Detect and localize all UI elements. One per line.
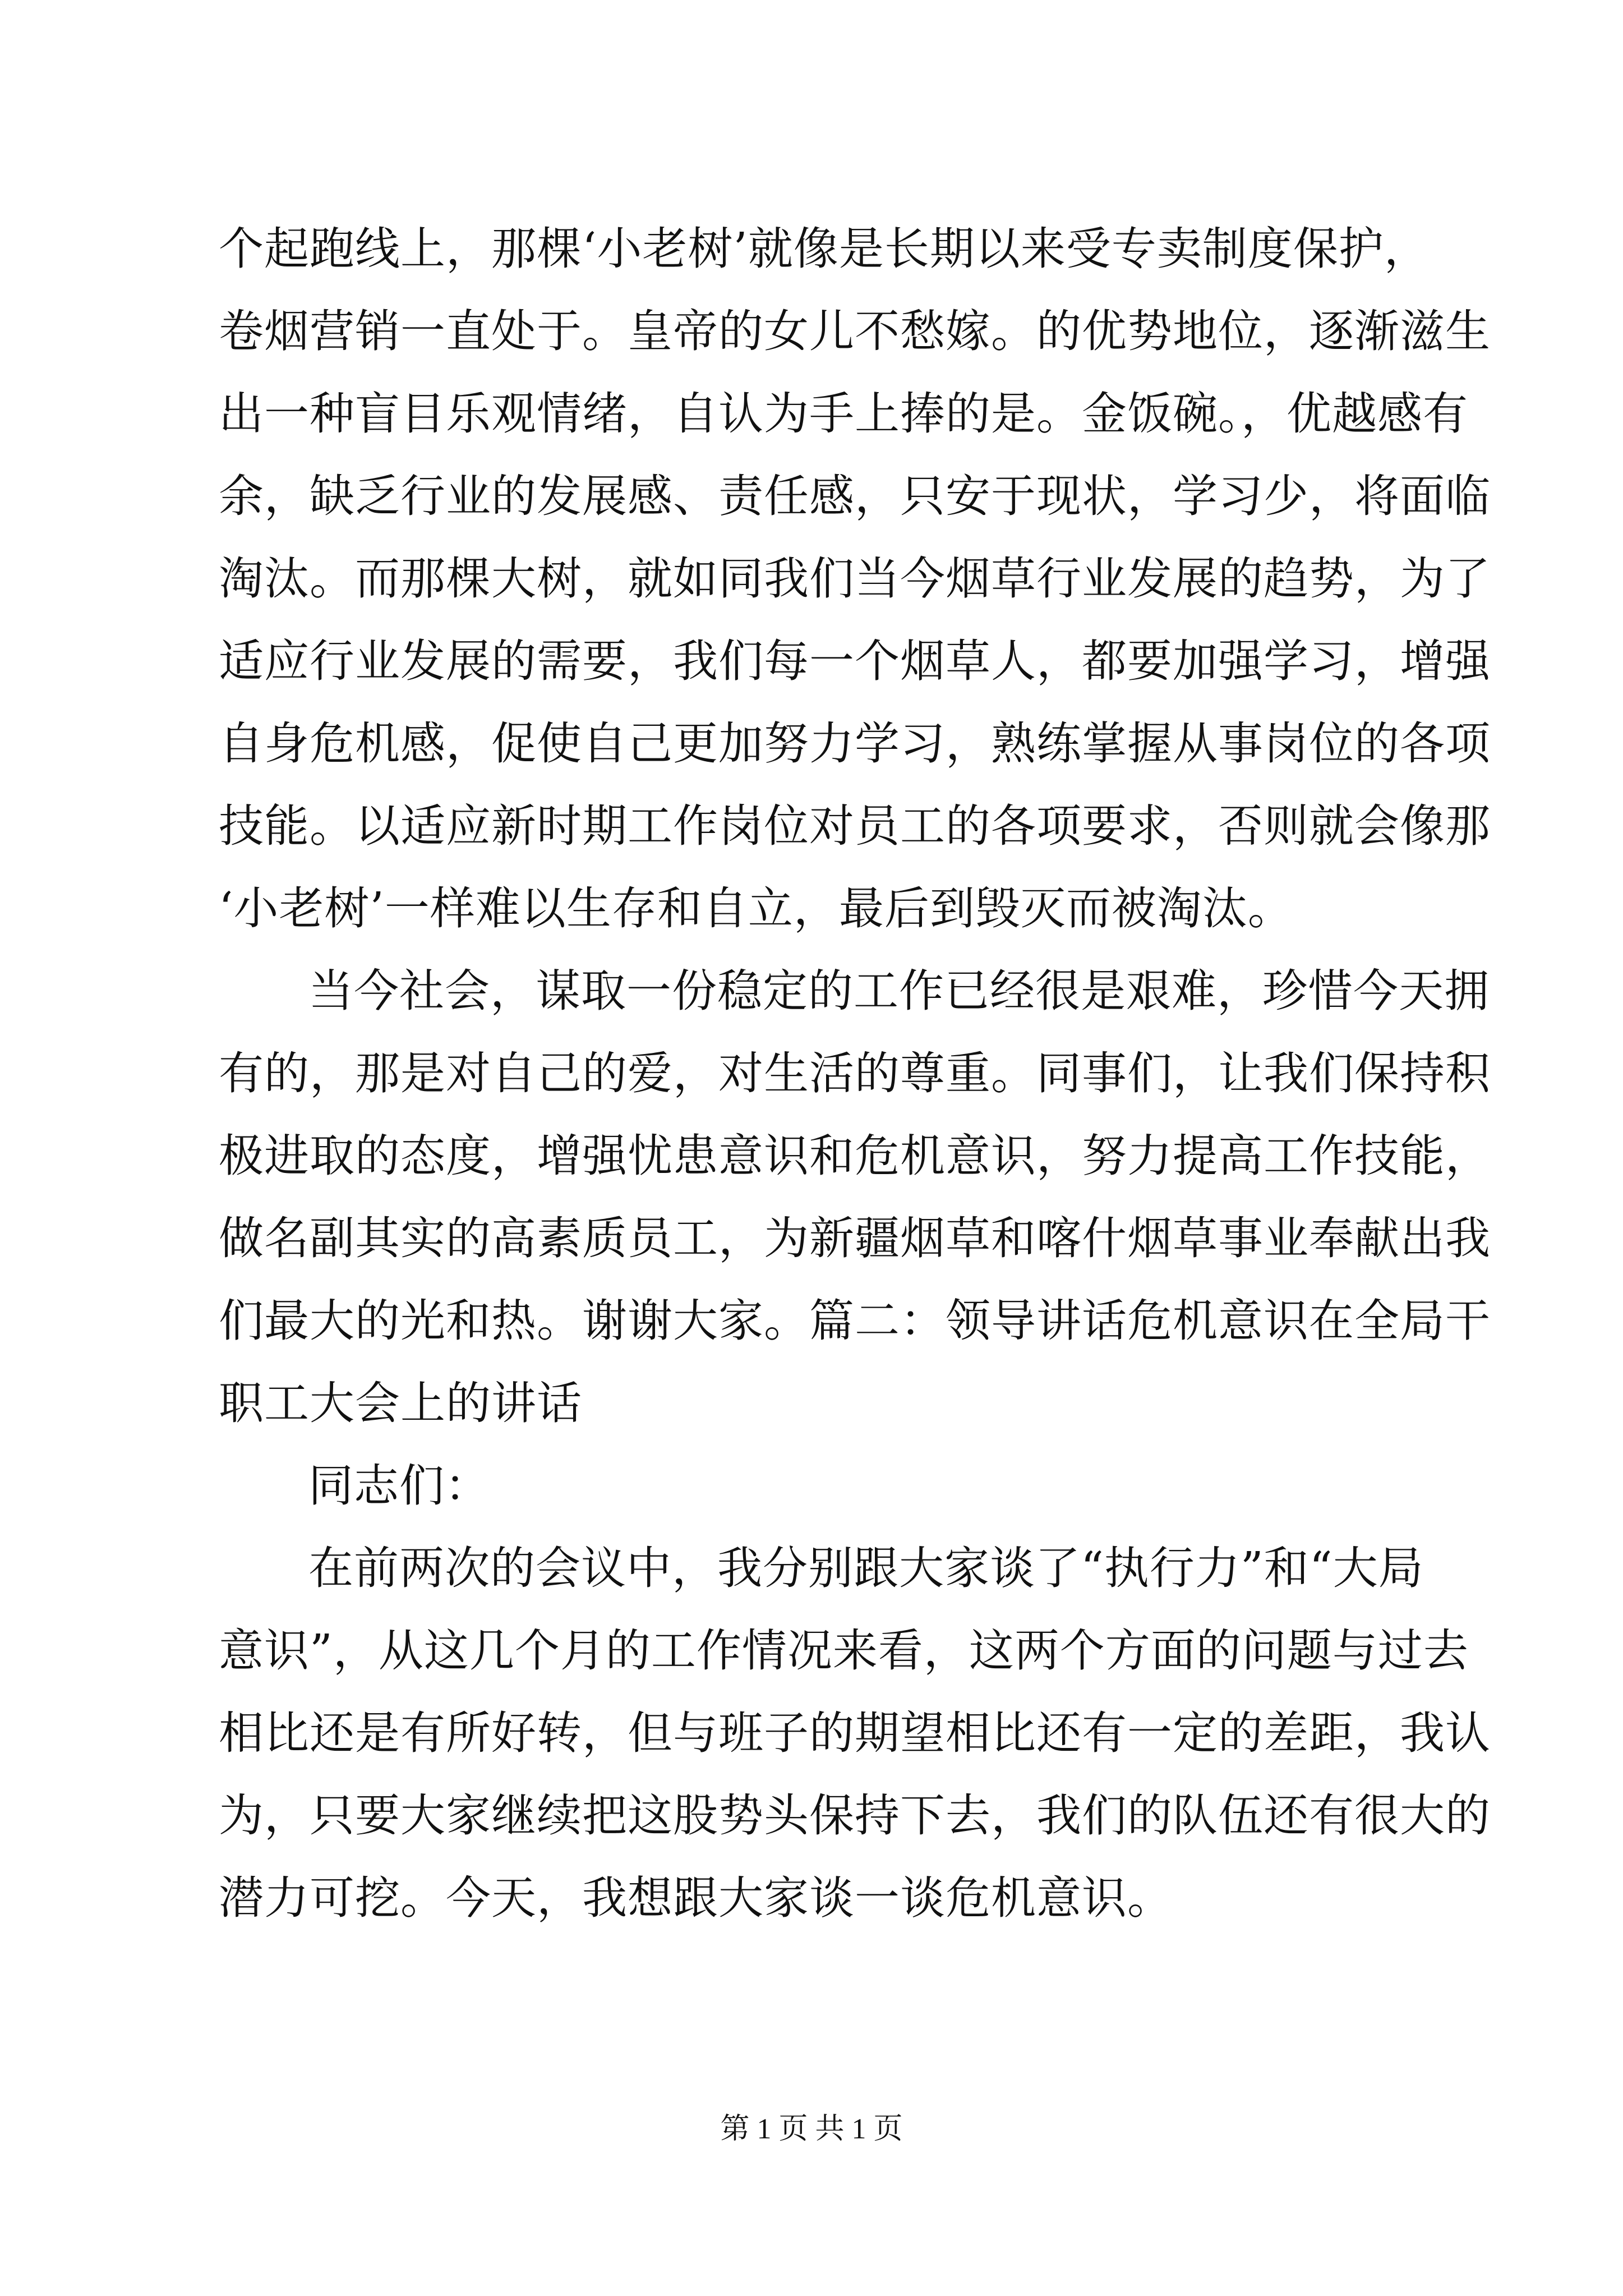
paragraph-first-line: 当今社会，谋取一份稳定的工作已经很是艰难，珍惜今天拥 <box>308 965 1490 1017</box>
text-line: 职工大会上的讲话 <box>219 1377 582 1429</box>
text-line: 们最大的光和热。谢谢大家。篇二：领导讲话危机意识在全局干 <box>219 1295 1491 1347</box>
text-line: 余，缺乏行业的发展感、责任感，只安于现状，学习少，将面临 <box>219 470 1491 522</box>
salutation-line: 同志们： <box>308 1460 490 1512</box>
text-line: 潜力可挖。今天，我想跟大家谈一谈危机意识。 <box>219 1872 1173 1924</box>
text-line: ‘小老树’一样难以生存和自立，最后到毁灭而被淘汰。 <box>219 882 1293 935</box>
text-line: 个起跑线上，那棵‘小老树’就像是长期以来受专卖制度保护， <box>219 223 1430 275</box>
paragraph-first-line: 在前两次的会议中，我分别跟大家谈了“执行力”和“大局 <box>308 1542 1424 1594</box>
text-line: 意识”，从这几个月的工作情况来看，这两个方面的问题与过去 <box>219 1625 1469 1677</box>
text-line: 淘汰。而那棵大树，就如同我们当今烟草行业发展的趋势，为了 <box>219 553 1491 605</box>
document-body <box>219 208 1491 1939</box>
text-line: 适应行业发展的需要，我们每一个烟草人，都要加强学习，增强 <box>219 635 1491 687</box>
text-line: 有的，那是对自己的爱，对生活的尊重。同事们，让我们保持积 <box>219 1047 1491 1099</box>
text-line: 为，只要大家继续把这股势头保持下去，我们的队伍还有很大的 <box>219 1789 1491 1842</box>
text-line: 自身危机感，促使自己更加努力学习，熟练掌握从事岗位的各项 <box>219 717 1491 770</box>
text-line: 极进取的态度，增强忧患意识和危机意识，努力提高工作技能， <box>219 1130 1491 1182</box>
page-number-label: 第 1 页 共 1 页 <box>720 2113 903 2145</box>
text-line: 相比还是有所好转，但与班子的期望相比还有一定的差距，我认 <box>219 1707 1491 1759</box>
page-footer <box>0 2105 1623 2147</box>
text-line: 出一种盲目乐观情绪，自认为手上捧的是。金饭碗。，优越感有 <box>219 388 1468 440</box>
text-line: 卷烟营销一直处于。皇帝的女儿不愁嫁。的优势地位，逐渐滋生 <box>219 305 1491 357</box>
text-line: 技能。以适应新时期工作岗位对员工的各项要求，否则就会像那 <box>219 800 1491 852</box>
text-line: 做名副其实的高素质员工，为新疆烟草和喀什烟草事业奉献出我 <box>219 1212 1491 1264</box>
